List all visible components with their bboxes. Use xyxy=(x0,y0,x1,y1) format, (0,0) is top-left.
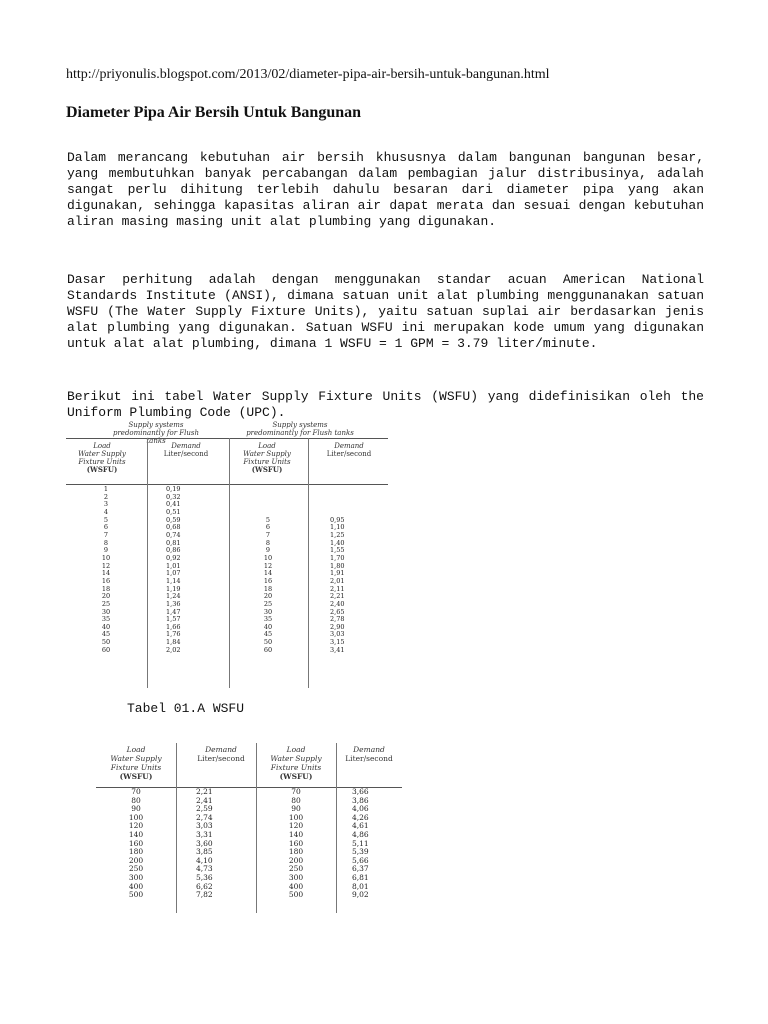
column-divider xyxy=(229,438,230,688)
load-title: Load xyxy=(93,442,111,450)
demand-title: Demand xyxy=(334,442,364,450)
table-cell: 2,02 xyxy=(166,645,181,654)
source-url: http://priyonulis.blogspot.com/2013/02/diameter-pipa-air-bersih-untuk-bangunan.html xyxy=(66,67,550,82)
load-title: Load xyxy=(126,745,146,754)
table-cell: 90 xyxy=(291,804,301,814)
load-unit: (WSFU) xyxy=(279,772,313,781)
demand-unit: Liter/second xyxy=(197,754,245,763)
table-cell: 140 xyxy=(288,829,304,839)
table-cell: 300 xyxy=(128,872,144,882)
load-line2: Fixture Units xyxy=(78,458,126,466)
table-cell: 3,60 xyxy=(196,838,213,848)
wsfu-table-2 xyxy=(96,743,402,913)
table-cell: 5,36 xyxy=(196,872,213,882)
paragraph-intro: Dalam merancang kebutuhan air bersih khususnya dalam bangunan bangunan besar, yang membutuhkan banyak percabangan dalam pembagian jalur distribusinya, adalah sangat perlu dihitung terlebih dahulu besaran dari diameter pipa yang akan digunakan, sehingga kapasitas aliran air dapat merata dan sesuai dengan kebutuhan aliran masing masing unit alat plumbing yang digunakan. xyxy=(67,150,704,229)
table-cell: 3,03 xyxy=(330,630,345,639)
group-header-left: Supply systems predominantly for Flush tanks xyxy=(112,421,200,445)
demand-unit: Liter/second xyxy=(345,754,393,763)
table-cell: 70 xyxy=(131,787,141,796)
table-cell: 3,41 xyxy=(330,645,345,654)
table-cell: 1,47 xyxy=(166,607,181,616)
table-cell: 400 xyxy=(128,881,144,891)
table-cell: 10 xyxy=(263,553,273,562)
table-cell: 2,01 xyxy=(330,576,345,585)
table-cell: 4,73 xyxy=(196,864,213,874)
load-line1: Water Supply xyxy=(243,450,291,458)
table-cell: 2,78 xyxy=(330,615,345,624)
demand-header-right xyxy=(314,442,384,458)
table-cell: 0,41 xyxy=(166,500,181,509)
table-cell: 1,76 xyxy=(166,630,181,639)
table-cell: 6,62 xyxy=(196,881,213,891)
column-divider xyxy=(147,438,148,688)
load-header-left xyxy=(68,442,136,474)
col-load-left xyxy=(86,486,126,654)
table-cell: 18 xyxy=(101,584,111,593)
col-demand-right xyxy=(352,788,392,900)
table-cell: 70 xyxy=(291,787,301,796)
table-cell: 90 xyxy=(131,804,141,814)
table-cell: 1,01 xyxy=(166,561,181,570)
table-cell xyxy=(330,501,370,509)
table-cell: 2,40 xyxy=(330,599,345,608)
header-rule xyxy=(66,484,388,485)
table-cell: 1,36 xyxy=(166,599,181,608)
table-cell: 0,68 xyxy=(166,523,181,532)
table-cell: 0,81 xyxy=(166,538,181,547)
table-cell: 7 xyxy=(103,530,109,539)
wsfu-table-1 xyxy=(66,420,388,690)
table-cell: 35 xyxy=(263,615,273,624)
table-cell: 5,11 xyxy=(352,838,369,848)
load-title: Load xyxy=(258,442,276,450)
table-cell: 180 xyxy=(288,847,304,857)
table-cell: 1,66 xyxy=(166,622,181,631)
table-cell: 20 xyxy=(263,592,273,601)
table-cell: 18 xyxy=(263,584,273,593)
table-cell: 160 xyxy=(128,838,144,848)
table-cell: 80 xyxy=(131,795,141,805)
table-cell: 6,37 xyxy=(352,864,369,874)
table-cell: 0,51 xyxy=(166,507,181,516)
table-cell: 16 xyxy=(101,576,111,585)
table-cell: 2,59 xyxy=(196,804,213,814)
table-cell: 3,15 xyxy=(330,638,345,647)
table-cell: 40 xyxy=(101,622,111,631)
demand-header-right xyxy=(336,745,402,763)
table-cell: 3,85 xyxy=(196,847,213,857)
table-cell: 2,21 xyxy=(330,592,345,601)
paragraph-table-intro: Berikut ini tabel Water Supply Fixture Units (WSFU) yang didefinisikan oleh the Uniform Plumbing Code (UPC). xyxy=(67,389,704,420)
table-cell: 250 xyxy=(288,864,304,874)
table-cell: 2,90 xyxy=(330,622,345,631)
table-cell: 7 xyxy=(265,530,271,539)
table-cell xyxy=(330,494,370,502)
load-unit: (WSFU) xyxy=(86,465,118,474)
column-divider xyxy=(336,743,337,913)
table-cell: 1,14 xyxy=(166,576,181,585)
load-line2: Fixture Units xyxy=(270,763,322,772)
col-demand-left xyxy=(166,486,206,654)
table-cell: 0,19 xyxy=(166,485,181,493)
demand-title: Demand xyxy=(171,442,201,450)
table-cell: 4,61 xyxy=(352,821,369,831)
table-cell: 4 xyxy=(103,507,109,516)
table-cell: 1,91 xyxy=(330,569,345,578)
demand-header-left xyxy=(150,442,222,458)
table-caption: Tabel 01.A WSFU xyxy=(127,701,245,716)
load-line1: Water Supply xyxy=(110,754,162,763)
column-divider xyxy=(256,743,257,913)
group-header-right: Supply systems predominantly for Flush tanks xyxy=(246,421,354,437)
table-cell: 14 xyxy=(101,569,111,578)
load-line2: Fixture Units xyxy=(243,458,291,466)
table-cell: 5 xyxy=(265,515,271,524)
table-cell: 1,84 xyxy=(166,638,181,647)
col-load-right xyxy=(248,486,288,654)
table-cell: 200 xyxy=(128,855,144,865)
table-cell: 5 xyxy=(103,515,109,524)
demand-title: Demand xyxy=(205,745,237,754)
table-cell: 180 xyxy=(128,847,144,857)
table-cell: 4,26 xyxy=(352,812,369,822)
table-cell: 5,39 xyxy=(352,847,369,857)
col-load-left xyxy=(116,788,156,900)
table-cell: 7,82 xyxy=(196,890,213,900)
load-unit: (WSFU) xyxy=(119,772,153,781)
paragraph-ansi: Dasar perhitung adalah dengan menggunakan standar acuan American National Standards Institute (ANSI), dimana satuan unit alat plumbing menggunanakan satuan WSFU (The Water Supply Fixture Units), yaitu satuan suplai air berdasarkan jenis alat plumbing yang digunakan. Satuan WSFU ini merupakan kode umum yang digunakan untuk alat alat plumbing, dimana 1 WSFU = 1 GPM = 3.79 liter/minute. xyxy=(67,272,704,351)
table-cell: 14 xyxy=(263,569,273,578)
table-cell xyxy=(330,486,370,494)
table-cell: 500 xyxy=(288,890,304,900)
table-cell: 30 xyxy=(263,607,273,616)
table-cell: 1,57 xyxy=(166,615,181,624)
table-cell: 0,32 xyxy=(166,492,181,501)
table-cell: 9 xyxy=(265,546,271,555)
table-cell: 12 xyxy=(101,561,111,570)
load-line1: Water Supply xyxy=(78,450,126,458)
table-cell: 100 xyxy=(128,812,144,822)
table-cell: 250 xyxy=(128,864,144,874)
table-cell: 8 xyxy=(103,538,109,547)
table-cell: 1,25 xyxy=(330,530,345,539)
table-cell: 2,11 xyxy=(330,584,345,593)
table-cell: 6 xyxy=(103,523,109,532)
table-cell: 45 xyxy=(263,630,273,639)
load-unit: (WSFU) xyxy=(251,465,283,474)
table-cell: 10 xyxy=(101,553,111,562)
column-divider xyxy=(176,743,177,913)
table-cell: 6,81 xyxy=(352,872,369,882)
table-cell: 160 xyxy=(288,838,304,848)
table-cell: 6 xyxy=(265,523,271,532)
table-cell: 2,41 xyxy=(196,795,213,805)
table-cell: 80 xyxy=(291,795,301,805)
table-cell: 0,59 xyxy=(166,515,181,524)
table-cell: 16 xyxy=(263,576,273,585)
load-line2: Fixture Units xyxy=(110,763,162,772)
table-cell: 8 xyxy=(265,538,271,547)
load-title: Load xyxy=(286,745,306,754)
table-cell: 3 xyxy=(103,500,109,509)
table-cell: 0,95 xyxy=(330,515,345,524)
table-cell: 4,06 xyxy=(352,804,369,814)
table-cell: 30 xyxy=(101,607,111,616)
table-cell: 400 xyxy=(288,881,304,891)
col-demand-left xyxy=(196,788,236,900)
table-cell: 2,74 xyxy=(196,812,213,822)
table-cell: 2,65 xyxy=(330,607,345,616)
table-cell: 1,07 xyxy=(166,569,181,578)
table-cell: 35 xyxy=(101,615,111,624)
table-cell: 60 xyxy=(101,645,111,654)
page-title: Diameter Pipa Air Bersih Untuk Bangunan xyxy=(66,104,362,121)
col-load-right xyxy=(276,788,316,900)
table-cell: 1,40 xyxy=(330,538,345,547)
table-cell: 120 xyxy=(288,821,304,831)
table-cell: 3,86 xyxy=(352,795,369,805)
table-cell: 1,80 xyxy=(330,561,345,570)
table-cell: 300 xyxy=(288,872,304,882)
col-demand-right xyxy=(330,486,370,654)
table-cell: 50 xyxy=(101,638,111,647)
table-cell: 9,02 xyxy=(352,890,369,900)
table-cell: 1,70 xyxy=(330,553,345,562)
table-cell: 45 xyxy=(101,630,111,639)
table-cell: 3,03 xyxy=(196,821,213,831)
table-cell: 8,01 xyxy=(352,881,369,891)
table-cell: 40 xyxy=(263,622,273,631)
table-cell: 140 xyxy=(128,829,144,839)
table-cell: 500 xyxy=(128,890,144,900)
load-line1: Water Supply xyxy=(270,754,322,763)
load-header-right xyxy=(260,745,332,781)
demand-unit: Liter/second xyxy=(163,450,209,458)
table-cell: 0,86 xyxy=(166,546,181,555)
table-cell: 4,10 xyxy=(196,855,213,865)
table-cell: 20 xyxy=(101,592,111,601)
table-cell: 3,66 xyxy=(352,787,369,796)
table-cell: 3,31 xyxy=(196,829,213,839)
column-divider xyxy=(308,438,309,688)
load-header-left xyxy=(100,745,172,781)
table-cell: 12 xyxy=(263,561,273,570)
table-cell: 5,66 xyxy=(352,855,369,865)
table-cell: 1 xyxy=(103,485,109,493)
table-cell: 9 xyxy=(103,546,109,555)
top-rule xyxy=(66,438,388,439)
table-cell: 0,92 xyxy=(166,553,181,562)
table-cell: 200 xyxy=(288,855,304,865)
load-header-right xyxy=(232,442,302,474)
table-cell: 4,86 xyxy=(352,829,369,839)
demand-header-left xyxy=(184,745,258,763)
table-cell: 1,55 xyxy=(330,546,345,555)
table-cell: 0,74 xyxy=(166,530,181,539)
table-cell: 1,10 xyxy=(330,523,345,532)
demand-title: Demand xyxy=(353,745,385,754)
table-cell: 25 xyxy=(263,599,273,608)
demand-unit: Liter/second xyxy=(326,450,372,458)
table-cell: 1,19 xyxy=(166,584,181,593)
table-cell: 100 xyxy=(288,812,304,822)
table-cell: 60 xyxy=(263,645,273,654)
table-cell: 2,21 xyxy=(196,787,213,796)
table-cell: 1,24 xyxy=(166,592,181,601)
table-cell: 50 xyxy=(263,638,273,647)
table-cell: 2 xyxy=(103,492,109,501)
table-cell: 25 xyxy=(101,599,111,608)
table-cell: 120 xyxy=(128,821,144,831)
